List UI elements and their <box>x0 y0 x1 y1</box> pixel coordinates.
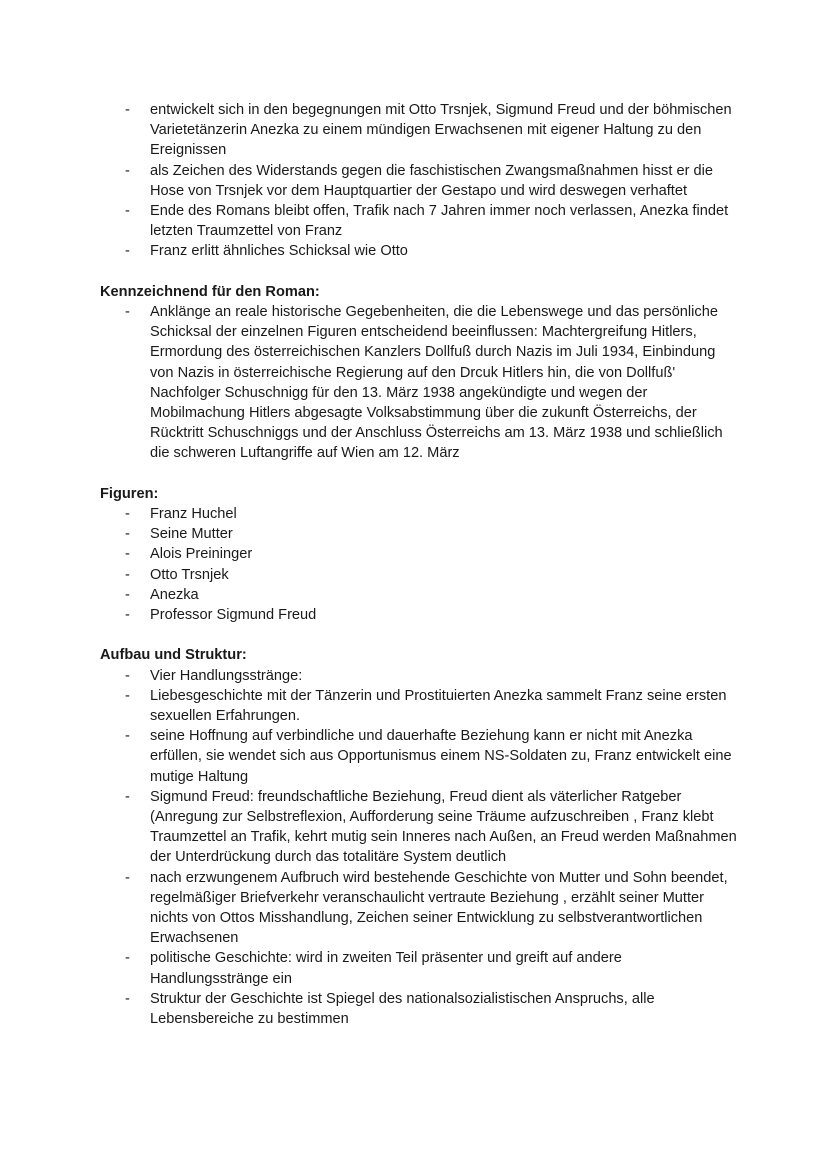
list-item: - Otto Trsnjek <box>100 565 740 585</box>
list-item: - nach erzwungenem Aufbruch wird bestehende Geschichte von Mutter und Sohn beendet, regelmäßiger Briefverkehr veranschaulicht vertraute Beziehung , erzählt seiner Mutter nichts von Ottos Misshandlung, Zeichen seiner Entwicklung zu selbstverantwortlichen Erwachsenen <box>125 869 728 947</box>
dash-bullet-icon: - <box>125 526 130 543</box>
list-item: - Struktur der Geschichte ist Spiegel des nationalsozialistischen Anspruchs, alle Lebensbereiche zu bestimmen <box>125 990 655 1028</box>
list-item: - Franz erlitt ähnliches Schicksal wie Otto <box>100 241 740 261</box>
section-figuren <box>100 484 740 625</box>
section-list <box>100 302 740 464</box>
list-item: - Franz Huchel <box>100 504 740 524</box>
section-aufbau <box>100 645 740 1029</box>
list-item: - Alois Preininger <box>100 544 740 564</box>
dash-bullet-icon: - <box>125 687 130 704</box>
list-item: - Anezka <box>100 585 740 605</box>
list-item: - Sigmund Freud: freundschaftliche Beziehung, Freud dient als väterlicher Ratgeber (Anregung zur Selbstreflexion, Aufforderung seine Träume aufzuschreiben , Franz klebt Traumzettel an Trafik, kehrt mutig sein Inneres nach Außen, an Freud werden Maßnahmen der Unterdrückung durch das totalitäre System deutlich <box>125 788 737 866</box>
dash-bullet-icon: - <box>125 102 130 118</box>
dash-bullet-icon: - <box>125 990 130 1007</box>
section-heading: Kennzeichnend für den Roman: <box>100 283 320 300</box>
list-item: - Vier Handlungsstränge: <box>100 666 740 686</box>
dash-bullet-icon: - <box>125 869 130 886</box>
dash-bullet-icon: - <box>125 607 130 624</box>
dash-bullet-icon: - <box>125 667 130 684</box>
list-item: - entwickelt sich in den begegnungen mit Otto Trsnjek, Sigmund Freud und der böhmischen Varietetänzerin Anezka zu einem mündigen Erwachsenen mit eigener Haltung zu den Ereignissen <box>125 102 732 159</box>
dash-bullet-icon: - <box>125 788 130 805</box>
list-item: - seine Hoffnung auf verbindliche und dauerhafte Beziehung kann er nicht mit Anezka erfüllen, sie wendet sich aus Opportunismus einem NS-Soldaten zu, Franz entwickelt eine mutige Haltung <box>125 728 732 785</box>
list-item: - Professor Sigmund Freud <box>100 605 740 625</box>
list-item: - Liebesgeschichte mit der Tänzerin und Prostituierten Anezka sammelt Franz seine ersten sexuellen Erfahrungen. <box>125 687 727 725</box>
section-list <box>100 504 740 625</box>
list-item: - Seine Mutter <box>100 524 740 544</box>
dash-bullet-icon: - <box>125 586 130 603</box>
list-item: - Anklänge an reale historische Gegebenheiten, die die Lebenswege und das persönliche Schicksal der einzelnen Figuren entscheidend beeinflussen: Machtergreifung Hitlers, Ermordung des österreichischen Kanzlers Dollfuß durch Nazis im Juli 1934, Einbindung von Nazis in österreichische Regierung auf den Drcuk Hitlers hin, die von Dollfuß' Nachfolger Schuschnigg für den 13. März 1938 angekündigte und wegen der Mobilmachung Hitlers abgesagte Volksabstimmung über die zukunft Österreichs, der Rücktritt Schuschniggs und der Anschluss Österreichs am 13. März 1938 und schließlich die schweren Luftangriffe auf Wien am 12. März <box>125 304 723 462</box>
dash-bullet-icon: - <box>125 546 130 563</box>
dash-bullet-icon: - <box>125 243 130 260</box>
dash-bullet-icon: - <box>125 566 130 583</box>
list-item: - als Zeichen des Widerstands gegen die faschistischen Zwangsmaßnahmen hisst er die Hose von Trsnjek vor dem Hauptquartier der Gestapo und wird deswegen verhaftet <box>125 162 713 199</box>
dash-bullet-icon: - <box>125 203 130 220</box>
spacer <box>100 625 740 645</box>
section-heading: Aufbau und Struktur: <box>100 647 247 664</box>
document-page <box>100 100 740 1029</box>
list-item: - Ende des Romans bleibt offen, Trafik nach 7 Jahren immer noch verlassen, Anezka findet letzten Traumzettel von Franz <box>125 203 729 240</box>
section-heading: Figuren: <box>100 485 159 502</box>
intro-list <box>100 100 740 262</box>
spacer <box>100 262 740 282</box>
dash-bullet-icon: - <box>125 162 130 179</box>
dash-bullet-icon: - <box>125 728 130 745</box>
dash-bullet-icon: - <box>125 506 130 523</box>
section-kennzeichnend <box>100 282 740 464</box>
section-list <box>100 666 740 1030</box>
dash-bullet-icon: - <box>125 304 130 321</box>
list-item: - politische Geschichte: wird in zweiten Teil präsenter und greift auf andere Handlungsstränge ein <box>125 950 622 987</box>
dash-bullet-icon: - <box>125 950 130 967</box>
spacer <box>100 464 740 484</box>
